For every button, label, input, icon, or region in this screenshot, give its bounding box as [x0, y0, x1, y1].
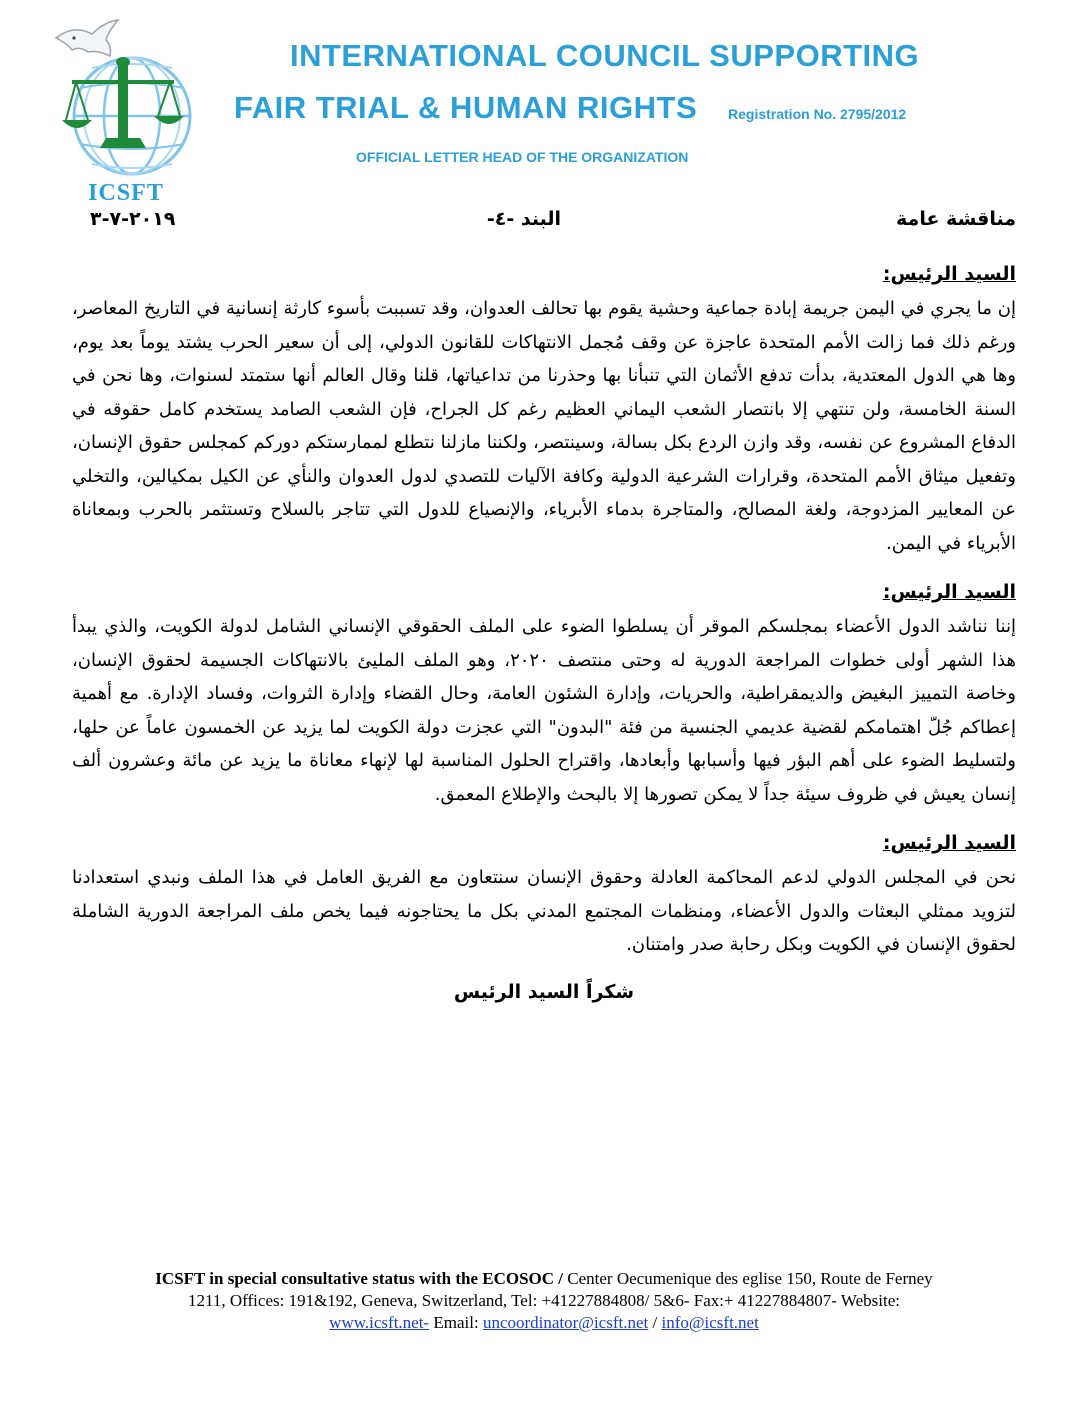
salutation: السيد الرئيس: [882, 581, 1016, 603]
footer-address-2: 1211, Offices: 191&192, Geneva, Switzerland, Tel: +41227884808/ 5&6- Fax:+ 41227884807- Website: [188, 1291, 900, 1310]
paragraph: نحن في المجلس الدولي لدعم المحاكمة العادلة وحقوق الإنسان سنتعاون مع الفريق العامل في هذا الملف ونبدي استعدادنا لتزويد ممثلي البعثات والدول الأعضاء، ومنظمات المجتمع المدني بكل ما يحتاجونه فيما يخص ملف المراجعة الدورية الشاملة لحقوق الإنسان في الكويت وبكل رحابة صدر وامتنان. [72, 867, 1016, 955]
email-label: Email: [429, 1313, 483, 1332]
footer-address-1: Center Oecumenique des eglise 150, Route de Ferney [563, 1269, 933, 1288]
organization-name-line1: INTERNATIONAL COUNCIL SUPPORTING [290, 38, 920, 73]
logo-graphic [52, 16, 202, 181]
document-meta-row [90, 208, 1016, 238]
document-date: ٢٠١٩-٧-٣ [90, 208, 176, 230]
debate-title: مناقشة عامة [896, 208, 1016, 230]
organization-name-line2: FAIR TRIAL & HUMAN RIGHTS [234, 90, 698, 125]
paragraph: إننا نناشد الدول الأعضاء بمجلسكم الموقر أن يسلطوا الضوء على الملف الحقوقي الإنساني الشامل لدولة الكويت، والذي يبدأ هذا الشهر أولى خطوات المراجعة الدورية له وحتى منتصف ٢٠٢٠، وهو الملف المليئ بالانتهاكات الجسيمة لحقوق الإنسان، وخاصة التمييز البغيض والديمقراطية، والحريات، وإدارة الشئون العامة، وحال القضاء وإدارة الثروات، وفساد الإدارة. مع أهمية إعطاكم جُلّ اهتمامكم لقضية عديمي الجنسية من فئة "البدون" التي عجزت دولة الكويت لما يزيد عن الخمسون عاماً عن حلها، ولتسليط الضوء على أهم البؤر فيها وأسبابها وأبعادها، واقتراح الحلول المناسبة لها لإنهاء معاناة ما يزيد عن مائة وعشرون ألف إنسان يعيش في ظروف سيئة جداً لا يمكن تصورها إلا بالبحث والإطلاع المعمق. [72, 616, 1016, 805]
paragraph: إن ما يجري في اليمن جريمة إبادة جماعية وحشية يقوم بها تحالف العدوان، وقد تسببت بأسوء كارثة إنسانية في التاريخ المعاصر، ورغم ذلك فما زالت الأمم المتحدة عاجزة عن وقف مُجمل الانتهاكات للقانون الدولي، إلى أن سعير الحرب يشتد يوماً بعد يوم، وها هي الدول المعتدية، بدأت تدفع الأثمان التي تنبأنا بها وحذرنا من تداعياتها، قلنا وقال العالم أنها ستمتد لسنوات، وها نحن في السنة الخامسة، ولن تنتهي إلا بانتصار الشعب اليماني العظيم رغم كل الجراح، فإن الشعب الصامد يستخدم كامل حقوقه في الدفاع المشروع عن نفسه، وقد وازن الردع بكل بسالة، وسينتصر، ولكننا مازلنا نتطلع لممارستكم دوركم كمجلس حقوق الإنسان، وتفعيل ميثاق الأمم المتحدة، وقرارات الشرعية الدولية وكافة الآليات للتصدي لدول العدوان والنأي عن الكيل بمكيالين، والتخلي عن المعايير المزدوجة، ولغة المصالح، والمتاجرة بدماء الأبرياء، والإنصياع للدول التي تتاجر بالسلاح وتستثمر بالحرب وبمعاناة الأبرياء في اليمن. [72, 298, 1016, 554]
letter-body [72, 256, 1016, 1009]
registration-number: Registration No. 2795/2012 [728, 106, 907, 122]
logo-acronym: ICSFT [88, 180, 164, 206]
salutation: السيد الرئيس: [882, 263, 1016, 285]
coordinator-email-link[interactable]: uncoordinator@icsft.net [482, 1313, 649, 1332]
consultative-status: ICSFT in special consultative status with the ECOSOC / [155, 1269, 564, 1288]
email-separator: / [648, 1313, 662, 1332]
letterhead-subtitle: OFFICIAL LETTER HEAD OF THE ORGANIZATION [356, 149, 689, 165]
footer-line-1 [60, 1268, 1028, 1290]
agenda-item: البند -٤- [486, 208, 561, 230]
footer-line-3 [60, 1312, 1028, 1334]
website-link[interactable]: www.icsft.net- [329, 1313, 430, 1332]
salutation: السيد الرئيس: [882, 832, 1016, 854]
info-email-link[interactable]: info@icsft.net [661, 1313, 759, 1332]
organization-logo [52, 16, 202, 206]
dove-icon [56, 20, 118, 56]
closing-thanks: شكراً السيد الرئيس [453, 980, 635, 1003]
footer [60, 1268, 1028, 1334]
